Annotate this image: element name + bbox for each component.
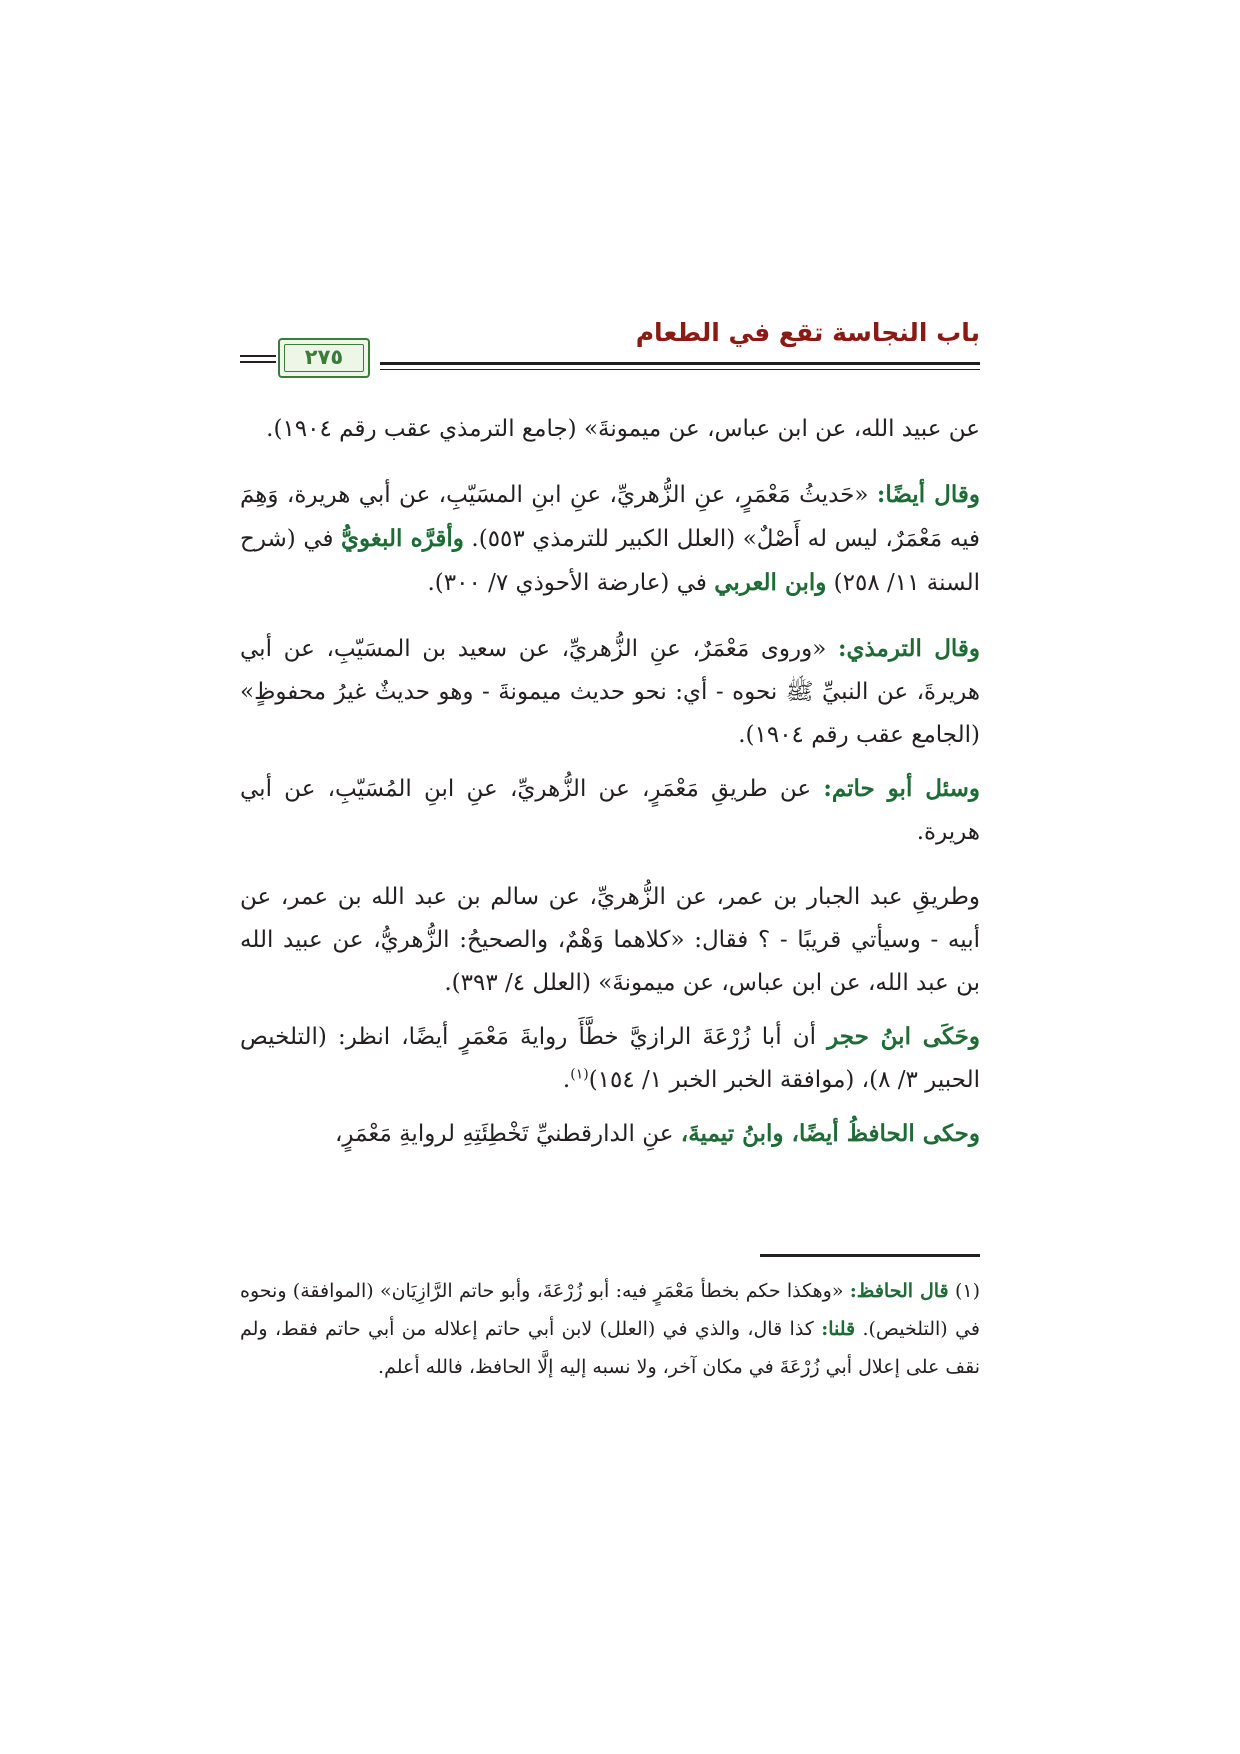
page-number: ٢٧٥	[304, 345, 344, 369]
paragraph-6	[240, 1015, 980, 1102]
paragraph-5	[240, 876, 980, 1005]
paragraph-text: في (عارضة الأحوذي ٧/ ٣٠٠).	[427, 570, 707, 596]
paragraph-end: .	[562, 1067, 571, 1093]
paragraph-text: «حَديثُ مَعْمَرٍ، عنِ الزُّهريِّ، عنِ ابنِ المسَيّبِ، عن أبي هريرة، وَهِمَ فيه مَعْمَرٌ، ليس له أَصْلٌ» (العلل الكبير للترمذي ٥٥٣).	[240, 482, 981, 552]
main-text	[240, 408, 980, 1156]
paragraph-text: عن عبيد الله، عن ابن عباس، عن ميمونةَ» (جامع الترمذي عقب رقم ١٩٠٤).	[266, 416, 980, 442]
footnote	[240, 1272, 980, 1386]
footnote-number: (١)	[954, 1280, 981, 1302]
header-rule-left-top	[240, 355, 276, 357]
paragraph-lead: وسئل أبو حاتم:	[823, 775, 981, 802]
footnote-text: كذا قال، والذي في (العلل) لابن أبي حاتم إعلاله من أبي حاتم فقط، ولم نقف على إعلال أبي زُرْعَةَ في مكان آخر، ولا نسبه إليه إلَّا الحافظ، فالله أعلم.	[240, 1318, 980, 1378]
paragraph-text: عن طريقِ مَعْمَرٍ، عن الزُّهريِّ، عنِ ابنِ المُسَيّبِ، عن أبي هريرة.	[240, 776, 980, 845]
footnote-text: «وهكذا حكم بخطأ مَعْمَرٍ فيه: أبو زُرْعَةَ، وأبو حاتم الرَّازِيَان» (الموافقة) ونحوه في (التلخيص).	[240, 1280, 980, 1340]
paragraph-lead: وقال أيضًا:	[876, 481, 981, 508]
paragraph-text: وطريقِ عبد الجبار بن عمر، عن الزُّهريِّ، عن سالم بن عبد الله بن عمر، عن أبيه - وسيأتي قريبًا - ؟ فقال: «كلاهما وَهْمٌ، والصحيحُ: الزُّهريُّ، عن عبيد الله بن عبد الله، عن ابن عباس، عن ميمونةَ» (العلل ٤/ ٣٩٣).	[240, 884, 980, 996]
paragraph-lead: وقال الترمذي:	[837, 635, 981, 662]
header-rule-bottom	[380, 369, 980, 370]
footnote-separator	[760, 1254, 980, 1257]
header-rule-left-bottom	[240, 361, 276, 363]
paragraph-lead: وابن العربي	[714, 569, 827, 596]
page-header	[240, 318, 980, 378]
header-rule-top	[380, 362, 980, 365]
paragraph-text: أن أبا زُرْعَةَ الرازيَّ خطَّأَ روايةَ مَعْمَرٍ أيضًا، انظر: (التلخيص الحبير ٣/ ٨)، (موافقة الخبر الخبر ١/ ١٥٤)	[240, 1024, 980, 1093]
paragraph-lead: وحَكَى ابنُ حجر	[827, 1023, 980, 1050]
chapter-title: باب النجاسة تقع في الطعام	[635, 318, 980, 347]
paragraph-lead: وحكى الحافظُ أيضًا، وابنُ تيميةَ،	[680, 1120, 980, 1147]
paragraph-lead: وأقرَّه البغويُّ	[341, 525, 464, 552]
paragraph-1	[240, 408, 980, 451]
footnote-lead: قال الحافظ:	[849, 1280, 949, 1302]
paragraph-3	[240, 627, 980, 757]
footnote-ref[interactable]: (١)	[570, 1066, 589, 1083]
paragraph-text: «وروى مَعْمَرٌ، عنِ الزُّهريِّ، عن سعيد بن المسَيّبِ، عن أبي هريرةَ، عن النبيِّ ﷺ نحوه - أي: نحو حديث ميمونةَ - وهو حديثٌ غيرُ محفوظٍ» (الجامع عقب رقم ١٩٠٤).	[240, 636, 980, 748]
footnote-lead: قلنا:	[821, 1318, 856, 1340]
paragraph-text: عنِ الدارقطنيِّ تَخْطِئَتِهِ لروايةِ مَعْمَرٍ،	[334, 1121, 674, 1147]
paragraph-2	[240, 473, 980, 605]
paragraph-text: في (شرح السنة ١١/ ٢٥٨)	[240, 526, 980, 596]
paragraph-7	[240, 1112, 980, 1156]
page-number-badge	[278, 338, 370, 378]
paragraph-4	[240, 767, 980, 854]
